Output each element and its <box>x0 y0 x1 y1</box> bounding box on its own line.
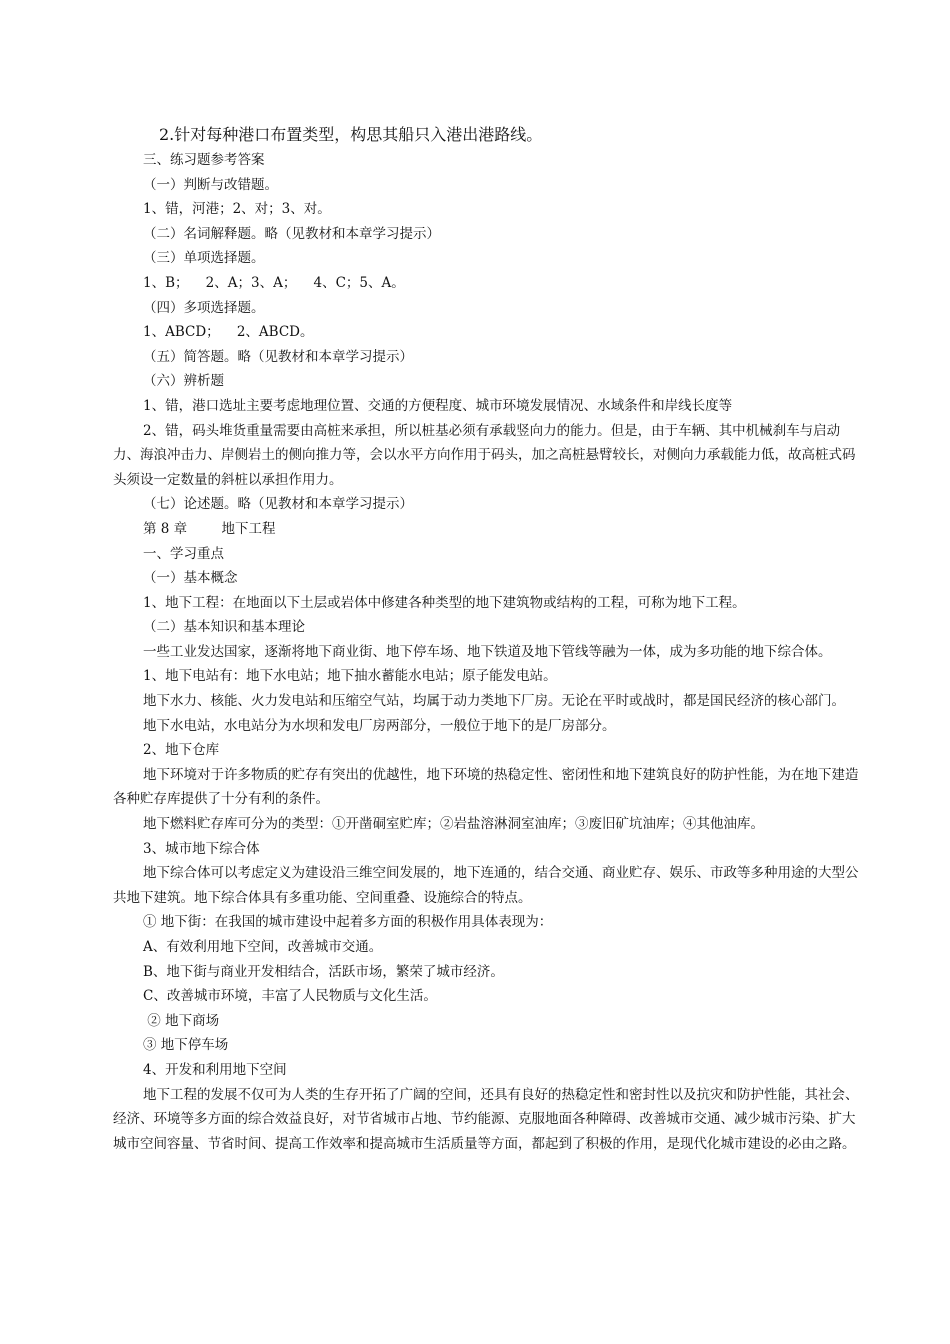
subsection-heading: 3、城市地下综合体 <box>143 840 260 857</box>
subsection-heading: （二）名词解释题。略（见教材和本章学习提示） <box>143 225 440 242</box>
paragraph: 地下燃料贮存库可分为的类型：①开凿硐室贮库；②岩盐溶淋洞室油库；③废旧矿坑油库；④其他油库。 <box>143 816 764 833</box>
paragraph: 地下水电站，水电站分为水坝和发电厂房两部分，一般位于地下的是厂房部分。 <box>143 717 616 734</box>
answer-line: 1、错，河港；2、对；3、对。 <box>143 201 331 218</box>
route-question: 2.针对每种港口布置类型，构思其船只入港出港路线。 <box>159 125 543 144</box>
subsection-heading: （二）基本知识和基本理论 <box>143 619 305 636</box>
paragraph: 1、错，港口选址主要考虑地理位置、交通的方便程度、城市环境发展情况、水域条件和岸线长度等 <box>143 397 733 414</box>
subsection-heading: （四）多项选择题。 <box>143 299 265 316</box>
paragraph: 1、地下工程：在地面以下土层或岩体中修建各种类型的地下建筑物或结构的工程，可称为地下工程。 <box>143 594 746 611</box>
paragraph: 地下工程的发展不仅可为人类的生存开拓了广阔的空间，还具有良好的热稳定性和密封性以及抗灾和防护性能，其社会、经济、环境等多方面的综合效益良好，对节省城市占地、节约能源、克服地面各种障碍、改善城市交通、减少城市污染、扩大城市空间容量、节省时间、提高工作效率和提高城市生活质量等方面，都起到了积极的作用，是现代化城市建设的必由之路。 <box>113 1086 859 1152</box>
paragraph: 一些工业发达国家，逐渐将地下商业街、地下停车场、地下铁道及地下管线等融为一体，成为多功能的地下综合体。 <box>143 643 832 660</box>
list-item: A、有效利用地下空间，改善城市交通。 <box>143 939 383 955</box>
chapter-heading: 第 8 章 地下工程 <box>143 520 276 537</box>
paragraph: 1、地下电站有：地下水电站；地下抽水蓄能水电站；原子能发电站。 <box>143 668 557 685</box>
section-heading: 一、学习重点 <box>143 545 224 562</box>
list-item: ② 地下商场 <box>143 1012 220 1029</box>
subsection-heading: 2、地下仓库 <box>143 742 220 759</box>
paragraph: 地下综合体可以考虑定义为建设沿三维空间发展的，地下连通的，结合交通、商业贮存、娱乐、市政等多种用途的大型公共地下建筑。地下综合体具有多重功能、空间重叠、设施综合的特点。 <box>113 865 859 906</box>
paragraph: 2、错，码头堆货重量需要由高桩来承担，所以桩基必须有承载竖向力的能力。但是，由于车辆、其中机械刹车与启动力、海浪冲击力、岸侧岩土的侧向推力等，会以水平方向作用于码头，加之高桩悬臂较长，对侧向力承载能力低，故高桩式码头须设一定数量的斜桩以承担作用力。 <box>113 422 856 488</box>
answer-line: 1、ABCD； 2、ABCD。 <box>143 324 314 341</box>
subsection-heading: （一）判断与改错题。 <box>143 176 278 193</box>
subsection-heading: （三）单项选择题。 <box>143 250 265 267</box>
subsection-heading: （七）论述题。略（见教材和本章学习提示） <box>143 496 413 513</box>
section-heading: 三、练习题参考答案 <box>143 152 265 168</box>
subsection-heading: （五）简答题。略（见教材和本章学习提示） <box>143 348 413 365</box>
subsection-heading: （六）辨析题 <box>143 373 224 390</box>
paragraph: 地下水力、核能、火力发电站和压缩空气站，均属于动力类地下厂房。无论在平时或战时，都是国民经济的核心部门。 <box>143 693 845 710</box>
list-item: B、地下街与商业开发相结合，活跃市场，繁荣了城市经济。 <box>143 963 504 980</box>
paragraph: 地下环境对于许多物质的贮存有突出的优越性，地下环境的热稳定性、密闭性和地下建筑良好的防护性能，为在地下建造各种贮存库提供了十分有利的条件。 <box>113 766 859 808</box>
answer-line: 1、B； 2、A；3、A； 4、C；5、A。 <box>143 274 405 291</box>
subsection-heading: 4、开发和利用地下空间 <box>143 1061 287 1078</box>
list-item: ① 地下街：在我国的城市建设中起着多方面的积极作用具体表现为： <box>143 914 553 931</box>
list-item: ③ 地下停车场 <box>143 1037 229 1054</box>
subsection-heading: （一）基本概念 <box>143 570 238 587</box>
document-body <box>113 124 865 1156</box>
list-item: C、改善城市环境，丰富了人民物质与文化生活。 <box>143 988 437 1005</box>
